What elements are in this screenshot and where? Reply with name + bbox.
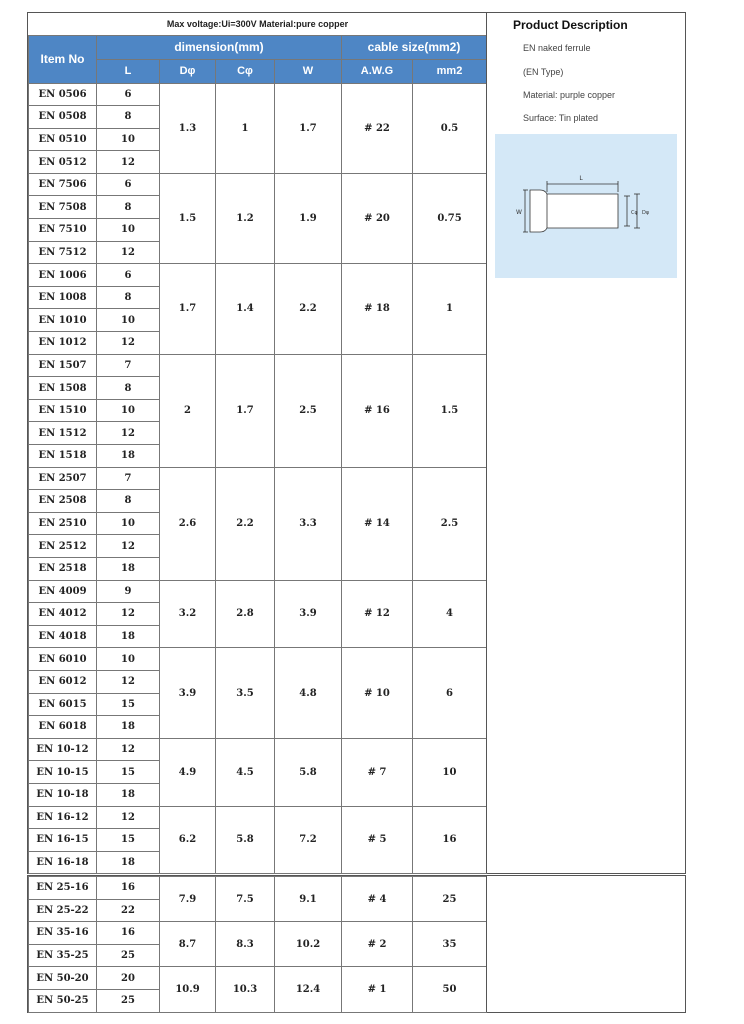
ferrule-diagram [495, 134, 677, 278]
awg-cell: # 1 [342, 967, 413, 1012]
item-no-cell: EN 2518 [29, 557, 97, 580]
w-cell: 4.8 [275, 648, 342, 738]
table-row [29, 264, 487, 287]
item-no-cell: EN 1006 [29, 264, 97, 287]
mm2-cell: 2.5 [413, 467, 487, 580]
item-no-cell: EN 1012 [29, 332, 97, 355]
item-no-cell: EN 25-22 [29, 899, 97, 922]
table-row [29, 806, 487, 829]
item-no-cell: EN 1510 [29, 399, 97, 422]
mm2-cell: 50 [413, 967, 487, 1012]
length-cell: 10 [97, 399, 160, 422]
length-cell: 8 [97, 377, 160, 400]
length-cell: 10 [97, 128, 160, 151]
length-cell: 18 [97, 557, 160, 580]
item-no-cell: EN 7512 [29, 241, 97, 264]
spec-table [28, 13, 487, 874]
item-no-cell: EN 1008 [29, 286, 97, 309]
table-row [29, 967, 487, 990]
mm2-cell: 1.5 [413, 354, 487, 467]
table-row [29, 173, 487, 196]
length-cell: 25 [97, 989, 160, 1012]
length-cell: 25 [97, 944, 160, 967]
mm2-cell: 1 [413, 264, 487, 354]
spec-table-continued [28, 876, 487, 1013]
item-no-cell: EN 1512 [29, 422, 97, 445]
description-line: (EN Type) [523, 67, 564, 77]
length-cell: 12 [97, 806, 160, 829]
item-no-cell: EN 10-18 [29, 783, 97, 806]
awg-cell: # 5 [342, 806, 413, 874]
length-cell: 12 [97, 332, 160, 355]
item-no-cell: EN 2507 [29, 467, 97, 490]
d-cell: 3.2 [160, 580, 216, 648]
length-cell: 10 [97, 512, 160, 535]
length-cell: 18 [97, 445, 160, 468]
d-cell: 3.9 [160, 648, 216, 738]
table-row [29, 922, 487, 945]
w-cell: 7.2 [275, 806, 342, 874]
length-cell: 12 [97, 670, 160, 693]
item-no-cell: EN 1507 [29, 354, 97, 377]
item-no-cell: EN 0506 [29, 83, 97, 106]
c-cell: 2.2 [216, 467, 275, 580]
length-cell: 10 [97, 219, 160, 242]
item-no-cell: EN 6015 [29, 693, 97, 716]
length-cell: 18 [97, 851, 160, 874]
d-cell: 4.9 [160, 738, 216, 806]
length-cell: 12 [97, 151, 160, 174]
table-title: Max voltage:Ui=300V Material:pure copper [29, 13, 487, 35]
item-no-cell: EN 6010 [29, 648, 97, 671]
item-no-cell: EN 4009 [29, 580, 97, 603]
c-cell: 1.2 [216, 173, 275, 263]
item-no-cell: EN 0512 [29, 151, 97, 174]
length-cell: 18 [97, 716, 160, 739]
item-no-cell: EN 35-16 [29, 922, 97, 945]
mm2-cell: 16 [413, 806, 487, 874]
item-no-cell: EN 7508 [29, 196, 97, 219]
table-row [29, 648, 487, 671]
item-no-cell: EN 4012 [29, 603, 97, 626]
c-cell: 8.3 [216, 922, 275, 967]
length-cell: 22 [97, 899, 160, 922]
awg-cell: # 20 [342, 173, 413, 263]
w-cell: 10.2 [275, 922, 342, 967]
mm2-cell: 25 [413, 877, 487, 922]
item-no-cell: EN 2512 [29, 535, 97, 558]
item-no-cell: EN 4018 [29, 625, 97, 648]
awg-cell: # 10 [342, 648, 413, 738]
length-cell: 9 [97, 580, 160, 603]
d-cell: 7.9 [160, 877, 216, 922]
item-no-cell: EN 1518 [29, 445, 97, 468]
item-no-cell: EN 10-15 [29, 761, 97, 784]
length-cell: 7 [97, 467, 160, 490]
header-item-no: Item No [29, 35, 97, 83]
diagram-label-d: Dφ [642, 210, 650, 216]
d-cell: 2.6 [160, 467, 216, 580]
header-col-c: Cφ [216, 59, 275, 83]
item-no-cell: EN 1508 [29, 377, 97, 400]
length-cell: 15 [97, 693, 160, 716]
spec-sheet-continued [27, 875, 686, 1013]
c-cell: 1 [216, 83, 275, 173]
table-row [29, 354, 487, 377]
w-cell: 5.8 [275, 738, 342, 806]
w-cell: 9.1 [275, 877, 342, 922]
mm2-cell: 35 [413, 922, 487, 967]
item-no-cell: EN 16-12 [29, 806, 97, 829]
item-no-cell: EN 6012 [29, 670, 97, 693]
w-cell: 3.9 [275, 580, 342, 648]
item-no-cell: EN 7510 [29, 219, 97, 242]
w-cell: 1.7 [275, 83, 342, 173]
item-no-cell: EN 50-20 [29, 967, 97, 990]
length-cell: 8 [97, 490, 160, 513]
product-description-title: Product Description [513, 18, 628, 32]
mm2-cell: 0.75 [413, 173, 487, 263]
table-row [29, 83, 487, 106]
length-cell: 15 [97, 829, 160, 852]
w-cell: 12.4 [275, 967, 342, 1012]
table-row [29, 580, 487, 603]
item-no-cell: EN 25-16 [29, 877, 97, 900]
ferrule-drawing [495, 134, 677, 278]
description-line: Material: purple copper [523, 90, 616, 100]
mm2-cell: 0.5 [413, 83, 487, 173]
length-cell: 12 [97, 422, 160, 445]
mm2-cell: 6 [413, 648, 487, 738]
length-cell: 16 [97, 877, 160, 900]
mm2-cell: 10 [413, 738, 487, 806]
spec-sheet [27, 12, 686, 874]
d-cell: 10.9 [160, 967, 216, 1012]
length-cell: 20 [97, 967, 160, 990]
header-dimension: dimension(mm) [97, 35, 342, 59]
length-cell: 8 [97, 196, 160, 219]
header-col-awg: A.W.G [342, 59, 413, 83]
d-cell: 6.2 [160, 806, 216, 874]
table-row [29, 467, 487, 490]
c-cell: 1.4 [216, 264, 275, 354]
c-cell: 3.5 [216, 648, 275, 738]
diagram-label-l: L [579, 175, 583, 182]
description-line: EN naked ferrule [523, 43, 591, 53]
w-cell: 2.2 [275, 264, 342, 354]
awg-cell: # 4 [342, 877, 413, 922]
c-cell: 2.8 [216, 580, 275, 648]
length-cell: 6 [97, 173, 160, 196]
length-cell: 8 [97, 106, 160, 129]
c-cell: 5.8 [216, 806, 275, 874]
table-row [29, 738, 487, 761]
length-cell: 18 [97, 783, 160, 806]
length-cell: 12 [97, 241, 160, 264]
awg-cell: # 2 [342, 922, 413, 967]
c-cell: 1.7 [216, 354, 275, 467]
header-col-l: L [97, 59, 160, 83]
product-description-panel [486, 13, 686, 873]
length-cell: 7 [97, 354, 160, 377]
length-cell: 18 [97, 625, 160, 648]
d-cell: 2 [160, 354, 216, 467]
length-cell: 16 [97, 922, 160, 945]
item-no-cell: EN 2510 [29, 512, 97, 535]
length-cell: 10 [97, 648, 160, 671]
awg-cell: # 7 [342, 738, 413, 806]
d-cell: 1.7 [160, 264, 216, 354]
c-cell: 10.3 [216, 967, 275, 1012]
w-cell: 2.5 [275, 354, 342, 467]
item-no-cell: EN 2508 [29, 490, 97, 513]
awg-cell: # 14 [342, 467, 413, 580]
d-cell: 1.5 [160, 173, 216, 263]
mm2-cell: 4 [413, 580, 487, 648]
item-no-cell: EN 6018 [29, 716, 97, 739]
w-cell: 1.9 [275, 173, 342, 263]
d-cell: 8.7 [160, 922, 216, 967]
length-cell: 12 [97, 738, 160, 761]
awg-cell: # 12 [342, 580, 413, 648]
length-cell: 6 [97, 264, 160, 287]
header-cable-size: cable size(mm2) [342, 35, 487, 59]
item-no-cell: EN 35-25 [29, 944, 97, 967]
item-no-cell: EN 0508 [29, 106, 97, 129]
c-cell: 4.5 [216, 738, 275, 806]
header-col-mm2: mm2 [413, 59, 487, 83]
length-cell: 10 [97, 309, 160, 332]
item-no-cell: EN 50-25 [29, 989, 97, 1012]
header-col-d: Dφ [160, 59, 216, 83]
awg-cell: # 16 [342, 354, 413, 467]
description-line: Surface: Tin plated [523, 113, 599, 123]
item-no-cell: EN 16-15 [29, 829, 97, 852]
diagram-label-c: Cφ [631, 210, 638, 216]
table-row [29, 877, 487, 900]
length-cell: 8 [97, 286, 160, 309]
w-cell: 3.3 [275, 467, 342, 580]
length-cell: 15 [97, 761, 160, 784]
length-cell: 12 [97, 535, 160, 558]
item-no-cell: EN 10-12 [29, 738, 97, 761]
item-no-cell: EN 7506 [29, 173, 97, 196]
item-no-cell: EN 0510 [29, 128, 97, 151]
length-cell: 12 [97, 603, 160, 626]
item-no-cell: EN 16-18 [29, 851, 97, 874]
d-cell: 1.3 [160, 83, 216, 173]
c-cell: 7.5 [216, 877, 275, 922]
awg-cell: # 22 [342, 83, 413, 173]
description-panel-empty [486, 876, 686, 1012]
awg-cell: # 18 [342, 264, 413, 354]
item-no-cell: EN 1010 [29, 309, 97, 332]
header-col-w: W [275, 59, 342, 83]
length-cell: 6 [97, 83, 160, 106]
diagram-label-w: W [516, 209, 522, 216]
